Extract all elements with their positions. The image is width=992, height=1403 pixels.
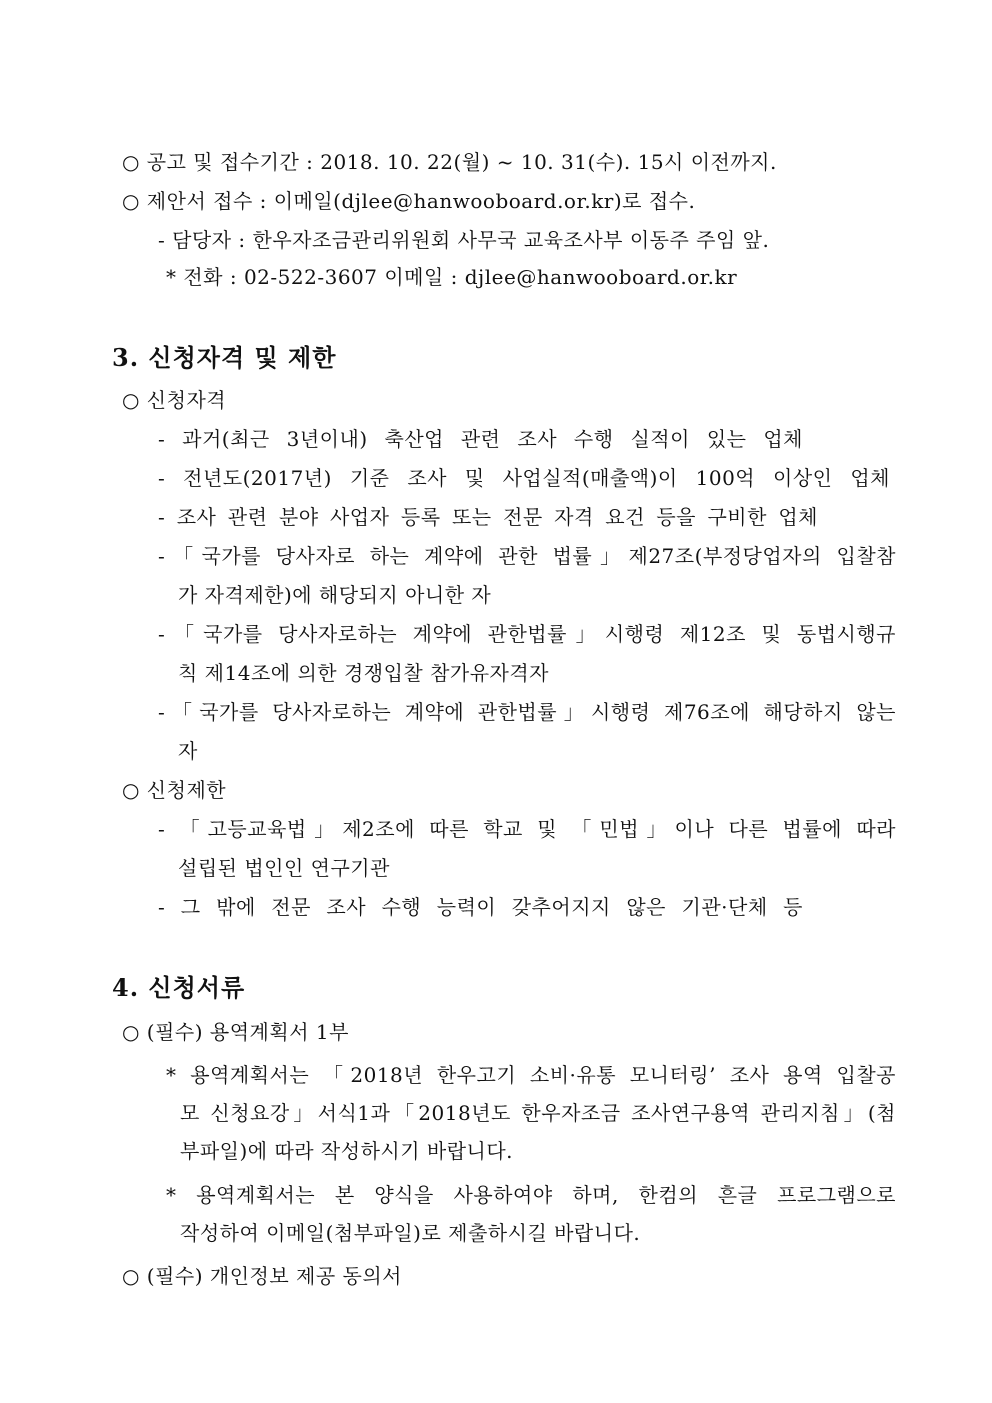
doc1-note: * 용역계획서는 본 양식을 사용하여야 하며, 한컴의 흔글 프로그램으로 — [166, 1183, 896, 1207]
qualification-item: - 조사 관련 분야 사업자 등록 또는 전문 자격 요건 등을 구비한 업체 — [158, 505, 818, 529]
qualification-label: ○ 신청자격 — [122, 388, 227, 412]
qualification-item-continued: 칙 제14조에 의한 경쟁입찰 참가유자격자 — [178, 661, 549, 685]
qualification-item: - 과거(최근 3년이내) 축산업 관련 조사 수행 실적이 있는 업체 — [158, 427, 803, 451]
restriction-item: - 「고등교육법」제2조에 따른 학교 및 「민법」이나 다른 법률에 따라 — [158, 817, 896, 841]
restriction-item-continued: 설립된 법인인 연구기관 — [178, 856, 390, 880]
doc2-label: ○ (필수) 개인정보 제공 동의서 — [122, 1264, 403, 1288]
qualification-item: -「국가를 당사자로하는 계약에 관한법률」시행령 제12조 및 동법시행규 — [158, 622, 896, 646]
doc1-note: * 용역계획서는 「2018년 한우고기 소비·유통 모니터링’ 조사 용역 입찰공 — [166, 1063, 896, 1087]
section4-title: 4. 신청서류 — [112, 973, 246, 1002]
submission-info: ○ 제안서 접수 : 이메일(djlee@hanwooboard.or.kr)로 접수. — [122, 189, 696, 213]
restriction-label: ○ 신청제한 — [122, 778, 227, 802]
contact-person: - 담당자 : 한우자조금관리위원회 사무국 교육조사부 이동주 주임 앞. — [158, 228, 770, 252]
restriction-item: - 그 밖에 전문 조사 수행 능력이 갖추어지지 않은 기관·단체 등 — [158, 895, 803, 919]
qualification-item: -「국가를 당사자로 하는 계약에 관한 법률」제27조(부정당업자의 입찰참 — [158, 544, 896, 568]
section3-title: 3. 신청자격 및 제한 — [112, 343, 337, 372]
qualification-item-continued: 자 — [178, 739, 198, 763]
qualification-item: - 전년도(2017년) 기준 조사 및 사업실적(매출액)이 100억 이상인 업체 — [158, 466, 890, 490]
doc1-label: ○ (필수) 용역계획서 1부 — [122, 1020, 349, 1044]
doc1-note-continued: 모 신청요강」서식1과「2018년도 한우자조금 조사연구용역 관리지침」(첨 — [180, 1101, 896, 1125]
qualification-item-continued: 가 자격제한)에 해당되지 아니한 자 — [178, 583, 492, 607]
qualification-item: -「국가를 당사자로하는 계약에 관한법률」시행령 제76조에 해당하지 않는 — [158, 700, 896, 724]
notice-period: ○ 공고 및 접수기간 : 2018. 10. 22(월) ~ 10. 31(수). 15시 이전까지. — [122, 150, 777, 174]
contact-info: * 전화 : 02-522-3607 이메일 : djlee@hanwooboard.or.kr — [166, 265, 738, 289]
doc1-note-continued: 작성하여 이메일(첨부파일)로 제출하시길 바랍니다. — [180, 1221, 641, 1245]
doc1-note-continued: 부파일)에 따라 작성하시기 바랍니다. — [180, 1139, 514, 1163]
